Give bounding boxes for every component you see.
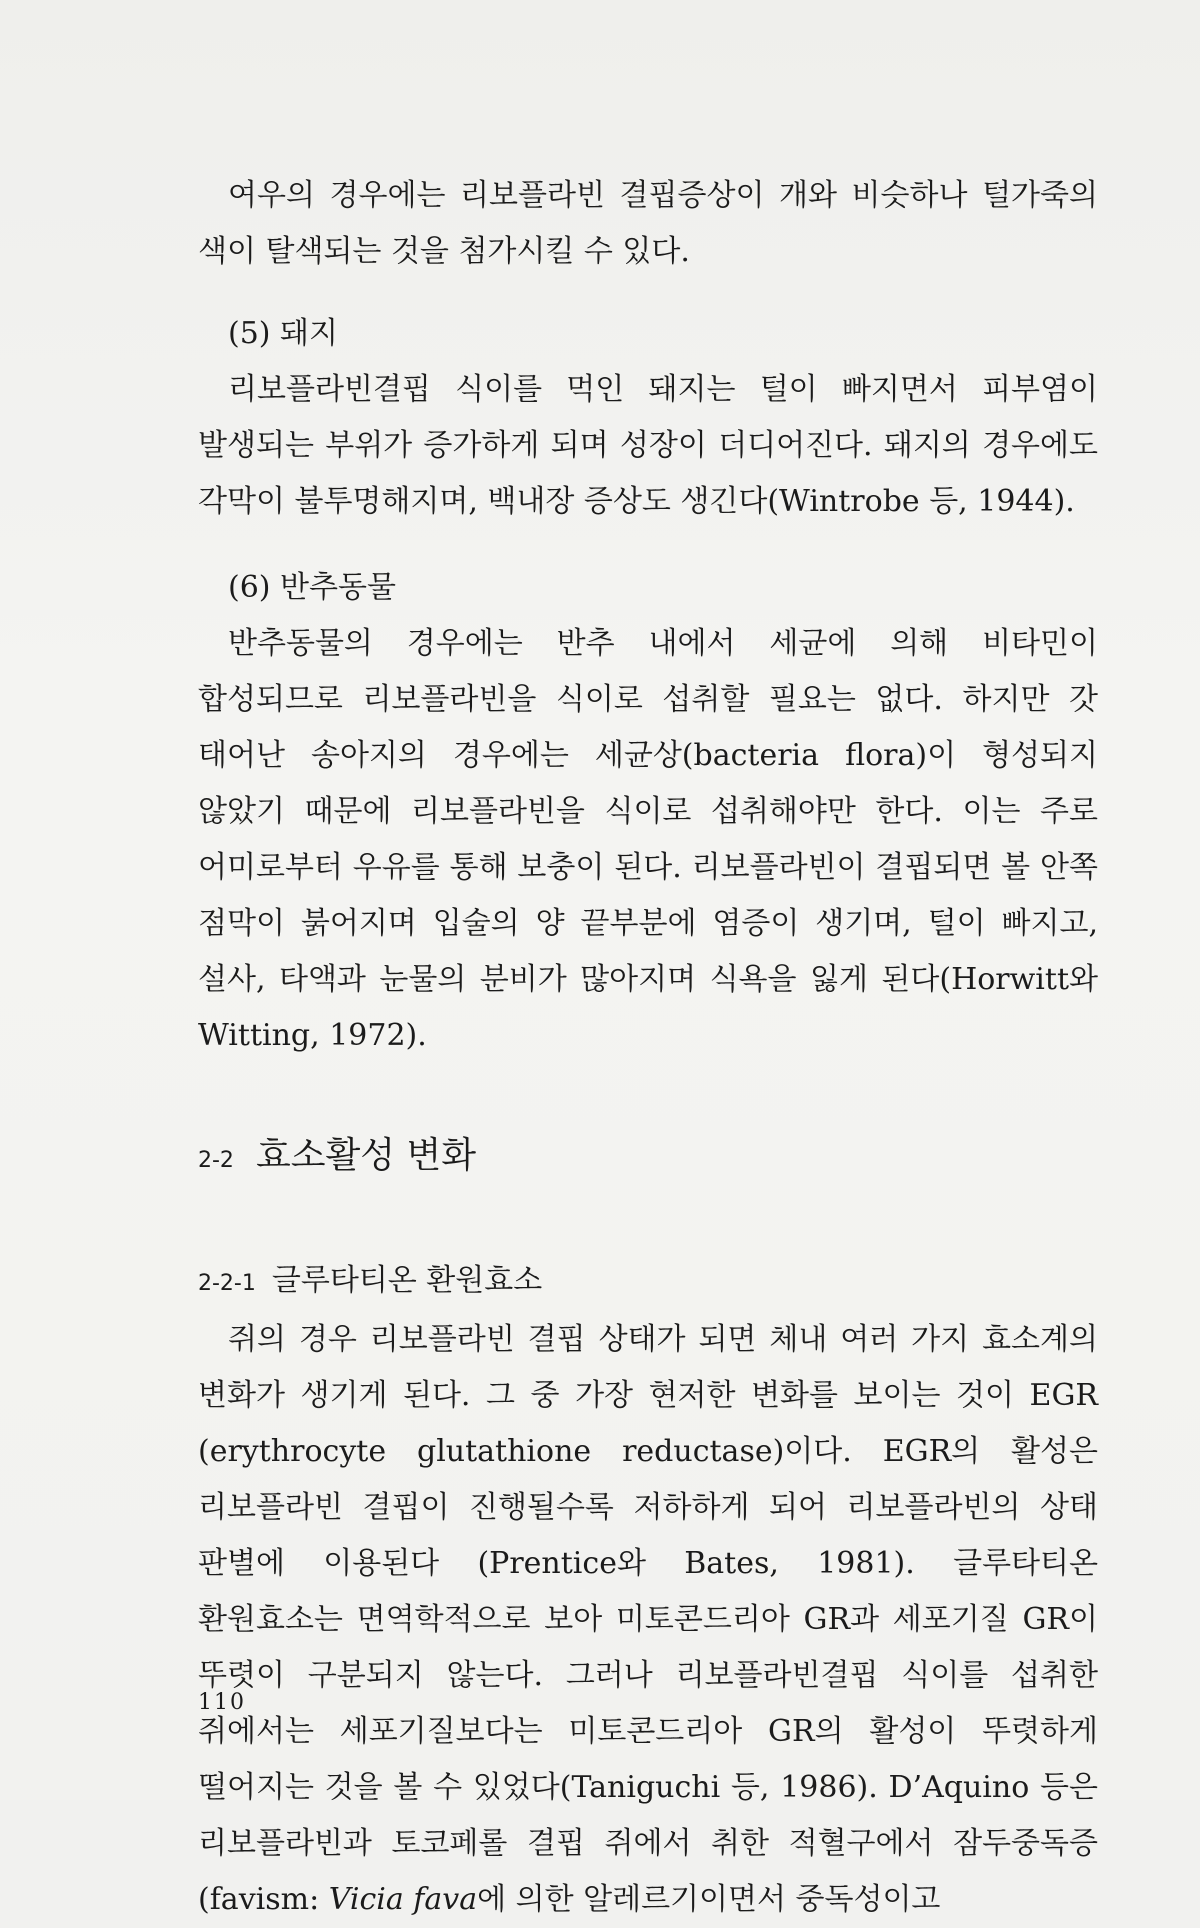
page-body xyxy=(198,168,1098,1928)
paragraph-gr-italic: Vicia fava xyxy=(328,1882,478,1917)
subsection-number: 2-2-1 xyxy=(198,1271,256,1296)
heading-ruminant: (6) 반추동물 xyxy=(228,570,396,605)
page-number: 110 xyxy=(198,1690,246,1715)
paragraph-ruminant: 반추동물의 경우에는 반추 내에서 세균에 의해 비타민이 합성되므로 리보플라빈을 식이로 섭취할 필요는 없다. 하지만 갓 태어난 송아지의 경우에는 세균상(bacteria flora)이 형성되지 않았기 때문에 리보플라빈을 식이로 섭취해야만 한다. 이는 주로 어미로부터 우유를 통해 보충이 된다. 리보플라빈이 결핍되면 볼 안쪽 점막이 붉어지며 입술의 양 끝부분에 염증이 생기며, 털이 빠지고, 설사, 타액과 눈물의 분비가 많아지며 식욕을 잃게 된다(Horwitt와 Witting, 1972). xyxy=(198,626,1098,1053)
section-title: 효소활성 변화 xyxy=(255,1135,477,1176)
paragraph-gr-part2: 에 의한 알레르기이면서 중독성이고 xyxy=(477,1882,941,1917)
subsection-title: 글루타티온 환원효소 xyxy=(271,1263,543,1298)
paragraph-pig: 리보플라빈결핍 식이를 먹인 돼지는 털이 빠지면서 피부염이 발생되는 부위가 증가하게 되며 성장이 더디어진다. 돼지의 경우에도 각막이 불투명해지며, 백내장 증상도 생긴다(Wintrobe 등, 1944). xyxy=(198,372,1098,519)
section-heading xyxy=(198,1128,1098,1189)
paragraph-gr-part1: 쥐의 경우 리보플라빈 결핍 상태가 되면 체내 여러 가지 효소계의 변화가 생기게 된다. 그 중 가장 현저한 변화를 보이는 것이 EGR (erythrocyte glutathione reductase)이다. EGR의 활성은 리보플라빈 결핍이 진행될수록 저하하게 되어 리보플라빈의 상태 판별에 이용된다 (Prentice와 Bates, 1981). 글루타티온 환원효소는 면역학적으로 보아 미토콘드리아 GR과 세포기질 GR이 뚜렷이 구분되지 않는다. 그러나 리보플라빈결핍 식이를 섭취한 쥐에서는 세포기질보다는 미토콘드리아 GR의 활성이 뚜렷하게 떨어지는 것을 볼 수 있었다(Taniguchi 등, 1986). D’Aquino 등은 리보플라빈과 토코페롤 결핍 쥐에서 취한 적혈구에서 잠두중독증(favism: xyxy=(198,1322,1098,1917)
paragraph-glutathione-reductase xyxy=(198,1312,1098,1928)
section-number: 2-2 xyxy=(198,1148,234,1173)
paragraph-fox: 여우의 경우에는 리보플라빈 결핍증상이 개와 비슷하나 털가죽의 색이 탈색되는 것을 첨가시킬 수 있다. xyxy=(198,178,1098,269)
subsection-heading xyxy=(198,1253,1098,1312)
heading-pig: (5) 돼지 xyxy=(228,316,338,351)
